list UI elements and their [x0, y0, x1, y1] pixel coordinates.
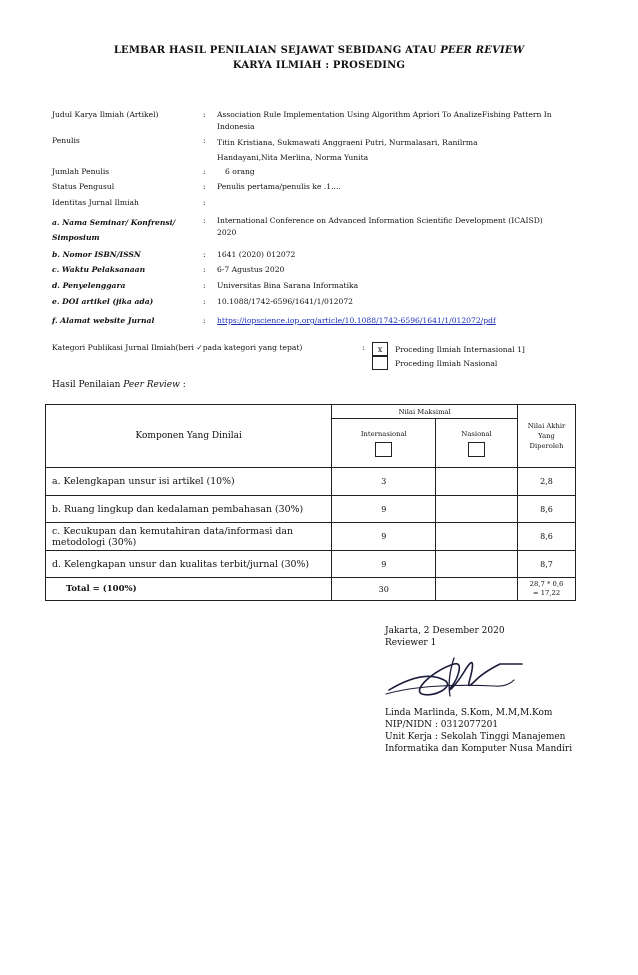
review-heading — [52, 380, 186, 390]
status-value: Penulis pertama/penulis ke .1.... — [217, 182, 341, 191]
colon: : — [362, 343, 365, 352]
review-heading-a: Hasil Penilaian — [52, 380, 121, 390]
table-row — [46, 496, 576, 523]
total-label: Total = (100%) — [46, 578, 332, 601]
penyelenggara-value: Universitas Bina Sarana Informatika — [217, 281, 359, 290]
alamat-label: f. Alamat website Jurnal — [52, 316, 155, 325]
signature-image — [384, 650, 534, 705]
table-row — [46, 468, 576, 496]
checkbox-col-internasional[interactable] — [375, 442, 392, 457]
row-internasional: 9 — [332, 523, 436, 551]
reviewer-unit: Unit Kerja : Sekolah Tinggi Manajemen Informatika dan Komputer Nusa Mandiri — [385, 732, 573, 754]
page-title — [0, 45, 638, 56]
row-akhir: 8,6 — [518, 496, 576, 523]
colon: : — [203, 297, 206, 306]
total-akhir-line2: = 17,22 — [532, 589, 561, 597]
header-internasional-label: Internasional — [360, 430, 407, 438]
checkbox-col-nasional[interactable] — [468, 442, 485, 457]
header-nasional — [436, 419, 518, 468]
isbn-label: b. Nomor ISBN/ISSN — [52, 250, 141, 259]
table-total-row — [46, 578, 576, 601]
header-component: Komponen Yang Dinilai — [46, 405, 332, 468]
colon: : — [203, 198, 206, 207]
checkbox-internasional[interactable]: x — [372, 342, 388, 356]
row-component: d. Kelengkapan unsur dan kualitas terbit/jurnal (30%) — [46, 551, 332, 578]
checkbox-nasional[interactable] — [372, 356, 388, 370]
penulis-value: Titin Kristiana, Sukmawati Anggraeni Putri, Nurmalasari, Ranilrma Handayani,Nita Merlina, Norma Yunita — [217, 138, 478, 162]
row-internasional: 9 — [332, 496, 436, 523]
doi-value: 10.1088/1742-6596/1641/1/012072 — [217, 297, 353, 306]
row-component: c. Kecukupan dan kemutahiran data/informasi dan metodologi (30%) — [46, 523, 332, 551]
header-nasional-label: Nasional — [461, 430, 492, 438]
colon: : — [203, 250, 206, 259]
total-akhir — [518, 578, 576, 601]
option-nasional-label: Proceding Ilmiah Nasional — [395, 359, 498, 368]
review-heading-c: : — [179, 380, 186, 390]
title-line1-b: PEER REVIEW — [440, 45, 525, 56]
isbn-value: 1641 (2020) 012072 — [217, 250, 296, 259]
total-nasional — [436, 578, 518, 601]
row-internasional: 3 — [332, 468, 436, 496]
kategori-label: Kategori Publikasi Jurnal Ilmiah(beri ✓pada kategori yang tepat) — [52, 343, 303, 352]
seminar-label: a. Nama Seminar/ Konfrensi/ Simposium — [52, 218, 176, 242]
waktu-label: c. Waktu Pelaksanaan — [52, 265, 146, 274]
total-akhir-line1: 28,7 * 0,6 — [529, 580, 564, 588]
jumlah-value: 6 orang — [225, 167, 255, 176]
reviewer-label: Reviewer 1 — [385, 638, 437, 648]
header-nilai-maks: Nilai Maksimal — [332, 405, 518, 419]
option-internasional-label: Proceding Ilmiah Internasional 1] — [395, 345, 525, 354]
judul-label: Judul Karya Ilmiah (Artikel) — [52, 110, 159, 119]
judul-value: Association Rule Implementation Using Algorithm Apriori To AnalizeFishing Pattern In Indonesia — [217, 110, 552, 131]
colon: : — [203, 281, 206, 290]
row-internasional: 9 — [332, 551, 436, 578]
title-line1-a: LEMBAR HASIL PENILAIAN SEJAWAT SEBIDANG ATAU — [113, 45, 437, 56]
reviewer-nip: NIP/NIDN : 0312077201 — [385, 720, 499, 730]
doi-label: e. DOI artikel (jika ada) — [52, 297, 154, 306]
seminar-value: International Conference on Advanced Information Scientific Development (ICAISD) 2020 — [217, 216, 543, 237]
header-nilai-akhir: Nilai Akhir Yang Diperoleh — [518, 405, 576, 468]
row-nasional — [436, 468, 518, 496]
row-nasional — [436, 523, 518, 551]
colon: : — [203, 265, 206, 274]
row-nasional — [436, 496, 518, 523]
penulis-label: Penulis — [52, 136, 80, 145]
identitas-label: Identitas Jurnal Ilmiah — [52, 198, 139, 207]
status-label: Status Pengusul — [52, 182, 115, 191]
row-akhir: 8,7 — [518, 551, 576, 578]
header-internasional — [332, 419, 436, 468]
row-akhir: 2,8 — [518, 468, 576, 496]
page-subtitle: KARYA ILMIAH : PROSEDING — [232, 60, 406, 71]
journal-link[interactable]: https://iopscience.iop.org/article/10.1088/1742-6596/1641/1/012072/pdf — [217, 316, 496, 325]
row-nasional — [436, 551, 518, 578]
assessment-table — [45, 404, 576, 601]
colon: : — [203, 167, 206, 176]
colon: : — [203, 182, 206, 191]
colon: : — [203, 216, 206, 225]
place-date: Jakarta, 2 Desember 2020 — [385, 626, 505, 636]
review-heading-b: Peer Review — [123, 380, 180, 390]
waktu-value: 6-7 Agustus 2020 — [217, 265, 285, 274]
table-header-row — [46, 405, 576, 419]
table-row — [46, 551, 576, 578]
row-component: b. Ruang lingkup dan kedalaman pembahasan (30%) — [46, 496, 332, 523]
penyelenggara-label: d. Penyelenggara — [52, 281, 126, 290]
colon: : — [203, 316, 206, 325]
table-row — [46, 523, 576, 551]
jumlah-label: Jumlah Penulis — [52, 167, 110, 176]
row-component: a. Kelengkapan unsur isi artikel (10%) — [46, 468, 332, 496]
row-akhir: 8,6 — [518, 523, 576, 551]
total-internasional: 30 — [332, 578, 436, 601]
reviewer-name: Linda Marlinda, S.Kom, M.M,M.Kom — [385, 708, 553, 718]
colon: : — [203, 110, 206, 119]
colon: : — [203, 136, 206, 145]
